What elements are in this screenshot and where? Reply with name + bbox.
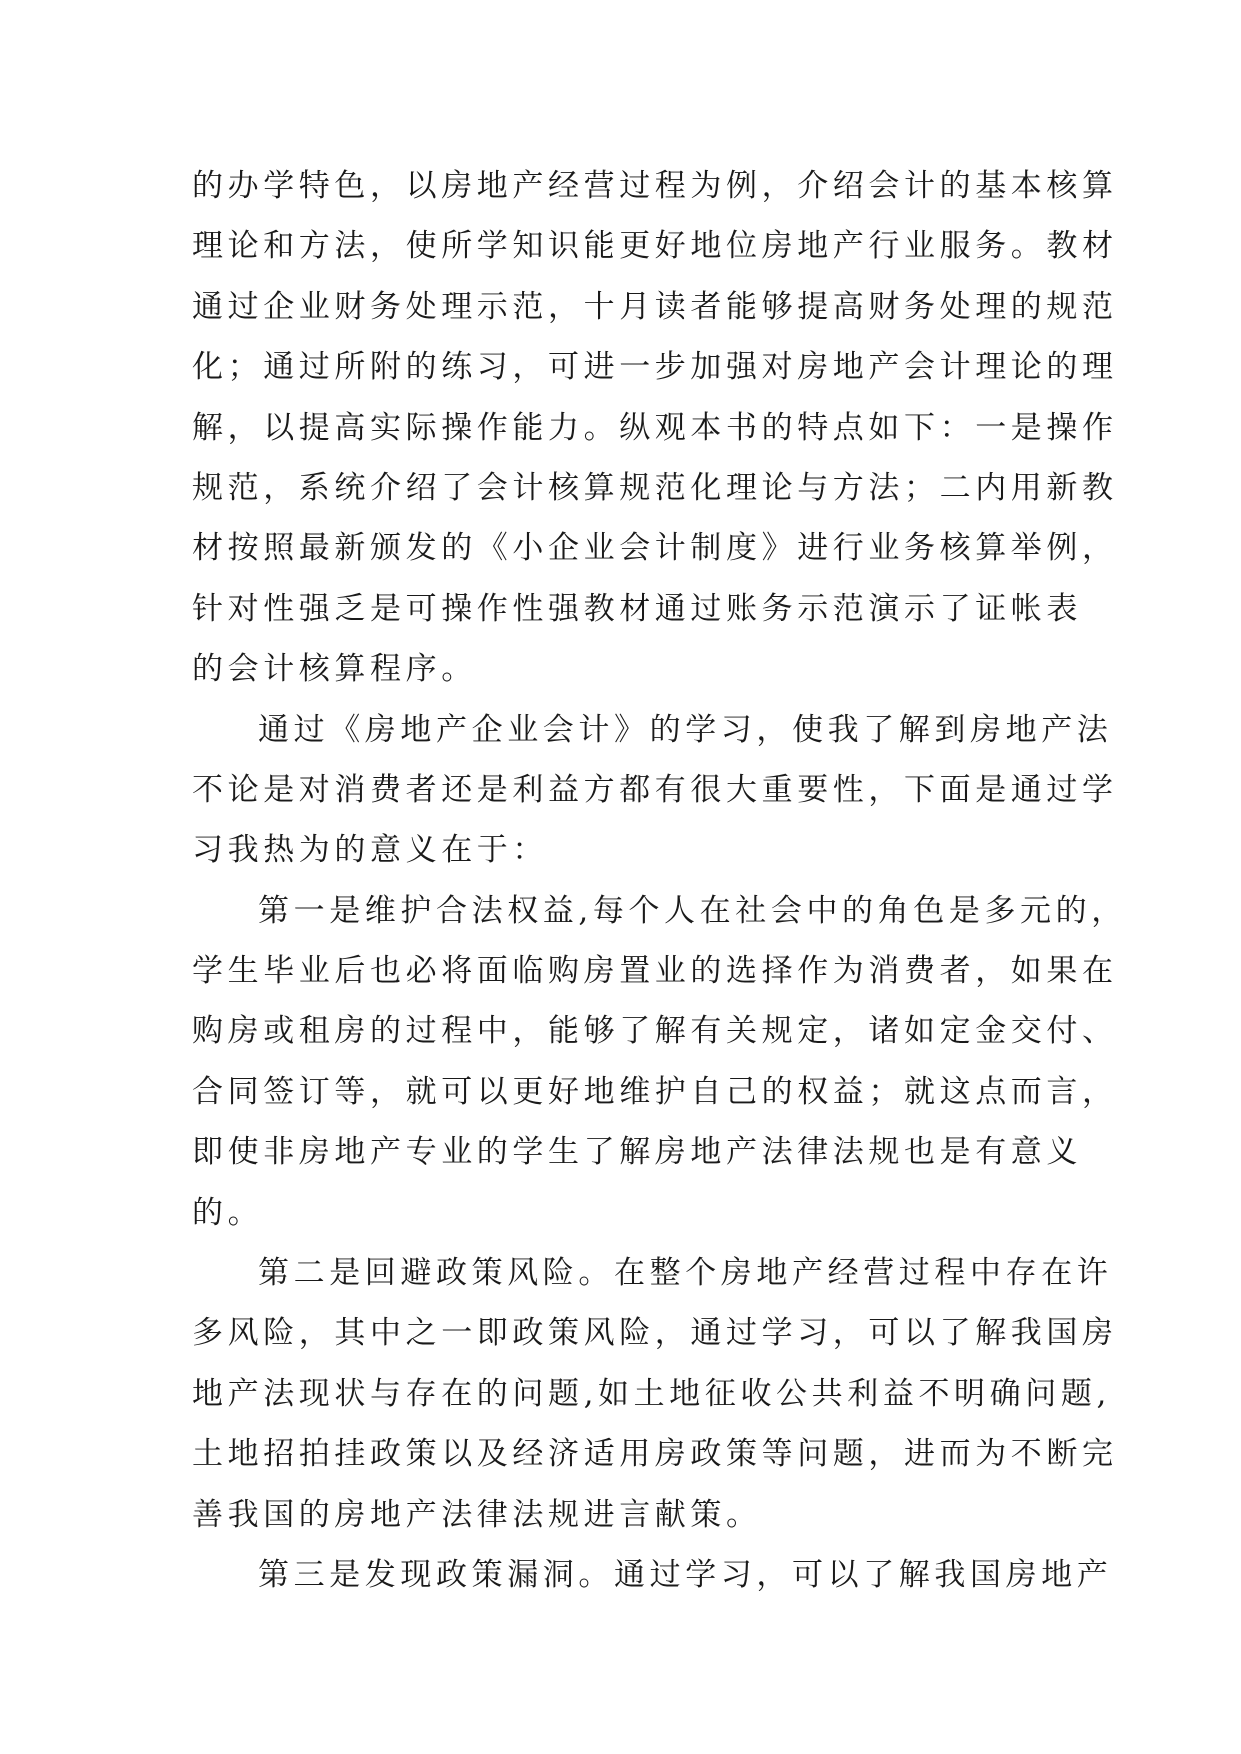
text-line: 规范，系统介绍了会计核算规范化理论与方法；二内用新教 [192, 469, 1118, 506]
document-body [192, 156, 1127, 1605]
text-line: 多风险，其中之一即政策风险，通过学习，可以了解我国房 [192, 1315, 1118, 1352]
text-line: 解，以提高实际操作能力。纵观本书的特点如下：一是操作 [192, 409, 1118, 446]
text-line: 地产法现状与存在的问题,如土地征收公共利益不明确问题, [192, 1375, 1111, 1412]
text-line: 材按照最新颁发的《小企业会计制度》进行业务核算举例， [192, 530, 1118, 567]
text-line: 不论是对消费者还是利益方都有很大重要性，下面是通过学 [192, 771, 1118, 808]
paragraph-5 [192, 1545, 1113, 1605]
text-line: 通过《房地产企业会计》的学习，使我了解到房地产法 [258, 711, 1113, 748]
paragraph-3 [192, 881, 1127, 1243]
text-line: 针对性强乏是可操作性强教材通过账务示范演示了证帐表 [192, 590, 1082, 627]
text-line: 的会计核算程序。 [192, 651, 477, 688]
paragraph-2 [192, 700, 1118, 881]
paragraph-1 [192, 156, 1118, 700]
text-line: 合同签订等，就可以更好地维护自己的权益；就这点而言， [192, 1073, 1118, 1110]
text-line: 第三是发现政策漏洞。通过学习，可以了解我国房地产 [258, 1556, 1113, 1593]
text-line: 即使非房地产专业的学生了解房地产法律法规也是有意义 [192, 1134, 1082, 1171]
text-line: 善我国的房地产法律法规进言献策。 [192, 1496, 762, 1533]
text-line: 的办学特色，以房地产经营过程为例，介绍会计的基本核算 [192, 168, 1118, 204]
text-line: 第一是维护合法权益,每个人在社会中的角色是多元的， [258, 892, 1127, 929]
text-line: 通过企业财务处理示范，十月读者能够提高财务处理的规范 [192, 288, 1118, 325]
paragraph-4 [192, 1243, 1118, 1545]
text-line: 第二是回避政策风险。在整个房地产经营过程中存在许 [258, 1255, 1113, 1292]
text-line: 习我热为的意义在于： [192, 832, 548, 869]
text-line: 学生毕业后也必将面临购房置业的选择作为消费者，如果在 [192, 953, 1118, 990]
text-line: 土地招拍挂政策以及经济适用房政策等问题，进而为不断完 [192, 1436, 1118, 1473]
text-line: 理论和方法，使所学知识能更好地位房地产行业服务。教材 [192, 228, 1118, 265]
text-line: 购房或租房的过程中，能够了解有关规定，诸如定金交付、 [192, 1013, 1118, 1050]
text-line: 的。 [192, 1194, 264, 1231]
text-line: 化；通过所附的练习，可进一步加强对房地产会计理论的理 [192, 349, 1118, 386]
